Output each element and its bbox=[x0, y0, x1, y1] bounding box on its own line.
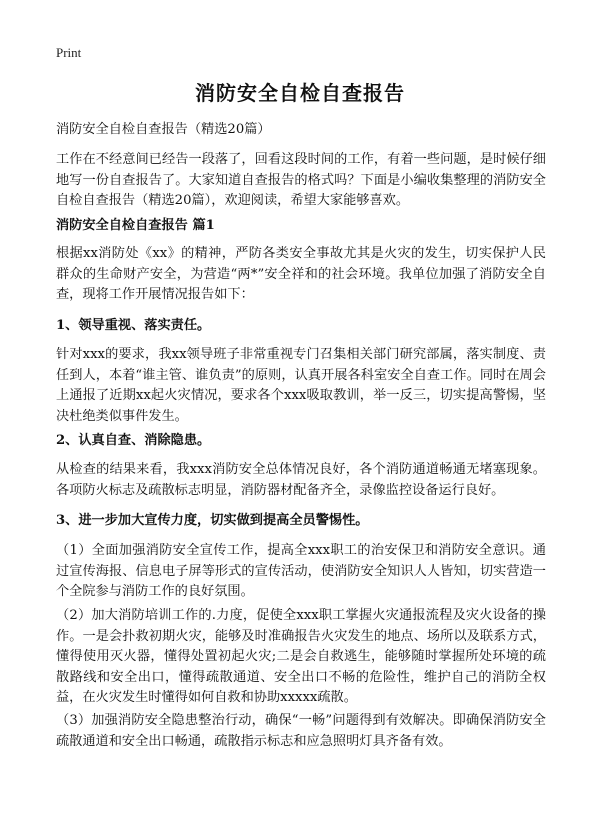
paragraph-2: 从检查的结果来看，我xxx消防安全总体情况良好，各个消防通道畅通无堵塞现象。各项防火标志及疏散标志明显，消防器材配备齐全，录像监控设备运行良好。 bbox=[56, 462, 546, 498]
section-heading: 消防安全自检自查报告 篇1 bbox=[56, 218, 215, 233]
heading-3: 3、进一步加大宣传力度，切实做到提高全员警惕性。 bbox=[56, 513, 369, 528]
paragraph-1: 针对xxx的要求，我xx领导班子非常重视专门召集相关部门研究部属，落实制度、责任到人，本着“谁主管、谁负责”的原则，认真开展各科室安全自查工作。同时在周会上通报了近期xx起火灾情况，要求各个xxx吸取教训，举一反三，切实提高警惕，坚决杜绝类似事件发生。 bbox=[56, 347, 546, 424]
opening-paragraph: 根据xx消防处《xx》的精神，严防各类安全事故尤其是火灾的发生，切实保护人民群众的生命财产安全，为营造“两*”安全祥和的社会环境。我单位加强了消防安全自查，现将工作开展情况报告如下： bbox=[56, 246, 546, 302]
print-link[interactable]: Print bbox=[56, 45, 82, 60]
paragraph-5: （3）加强消防安全隐患整治行动，确保“一畅”问题得到有效解决。即确保消防安全疏散通道和安全出口畅通，疏散指示标志和应急照明灯具齐备有效。 bbox=[56, 713, 546, 749]
page-title: 消防安全自检自查报告 bbox=[195, 81, 405, 105]
paragraph-3: （1）全面加强消防安全宣传工作，提高全xxx职工的治安保卫和消防安全意识。通过宣传海报、信息电子屏等形式的宣传活动，使消防安全知识人人皆知，切实营造一个全院参与消防工作的良好氛围。 bbox=[56, 543, 546, 599]
heading-1: 1、领导重视、落实责任。 bbox=[56, 318, 211, 333]
heading-2: 2、认真自查、消除隐患。 bbox=[56, 433, 211, 448]
intro-paragraph: 工作在不经意间已经告一段落了，回看这段时间的工作，有着一些问题，是时候仔细地写一份自查报告了。大家知道自查报告的格式吗？下面是小编收集整理的消防安全自检自查报告（精选20篇），欢迎阅读，希望大家能够喜欢。 bbox=[56, 152, 546, 208]
document-subtitle: 消防安全自检自查报告（精选20篇） bbox=[56, 122, 271, 137]
paragraph-4: （2）加大消防培训工作的.力度，促使全xxx职工掌握火灾通报流程及灾火设备的操作。一是会扑救初期火灾，能够及时准确报告火灾发生的地点、场所以及联系方式，懂得使用灭火器，懂得处置初起火灾;二是会自救逃生，能够随时掌握所处环境的疏散路线和安全出口，懂得疏散通道、安全出口不畅的危险性，维护自己的消防全权益，在火灾发生时懂得如何自救和协助xxxxx疏散。 bbox=[56, 608, 546, 705]
